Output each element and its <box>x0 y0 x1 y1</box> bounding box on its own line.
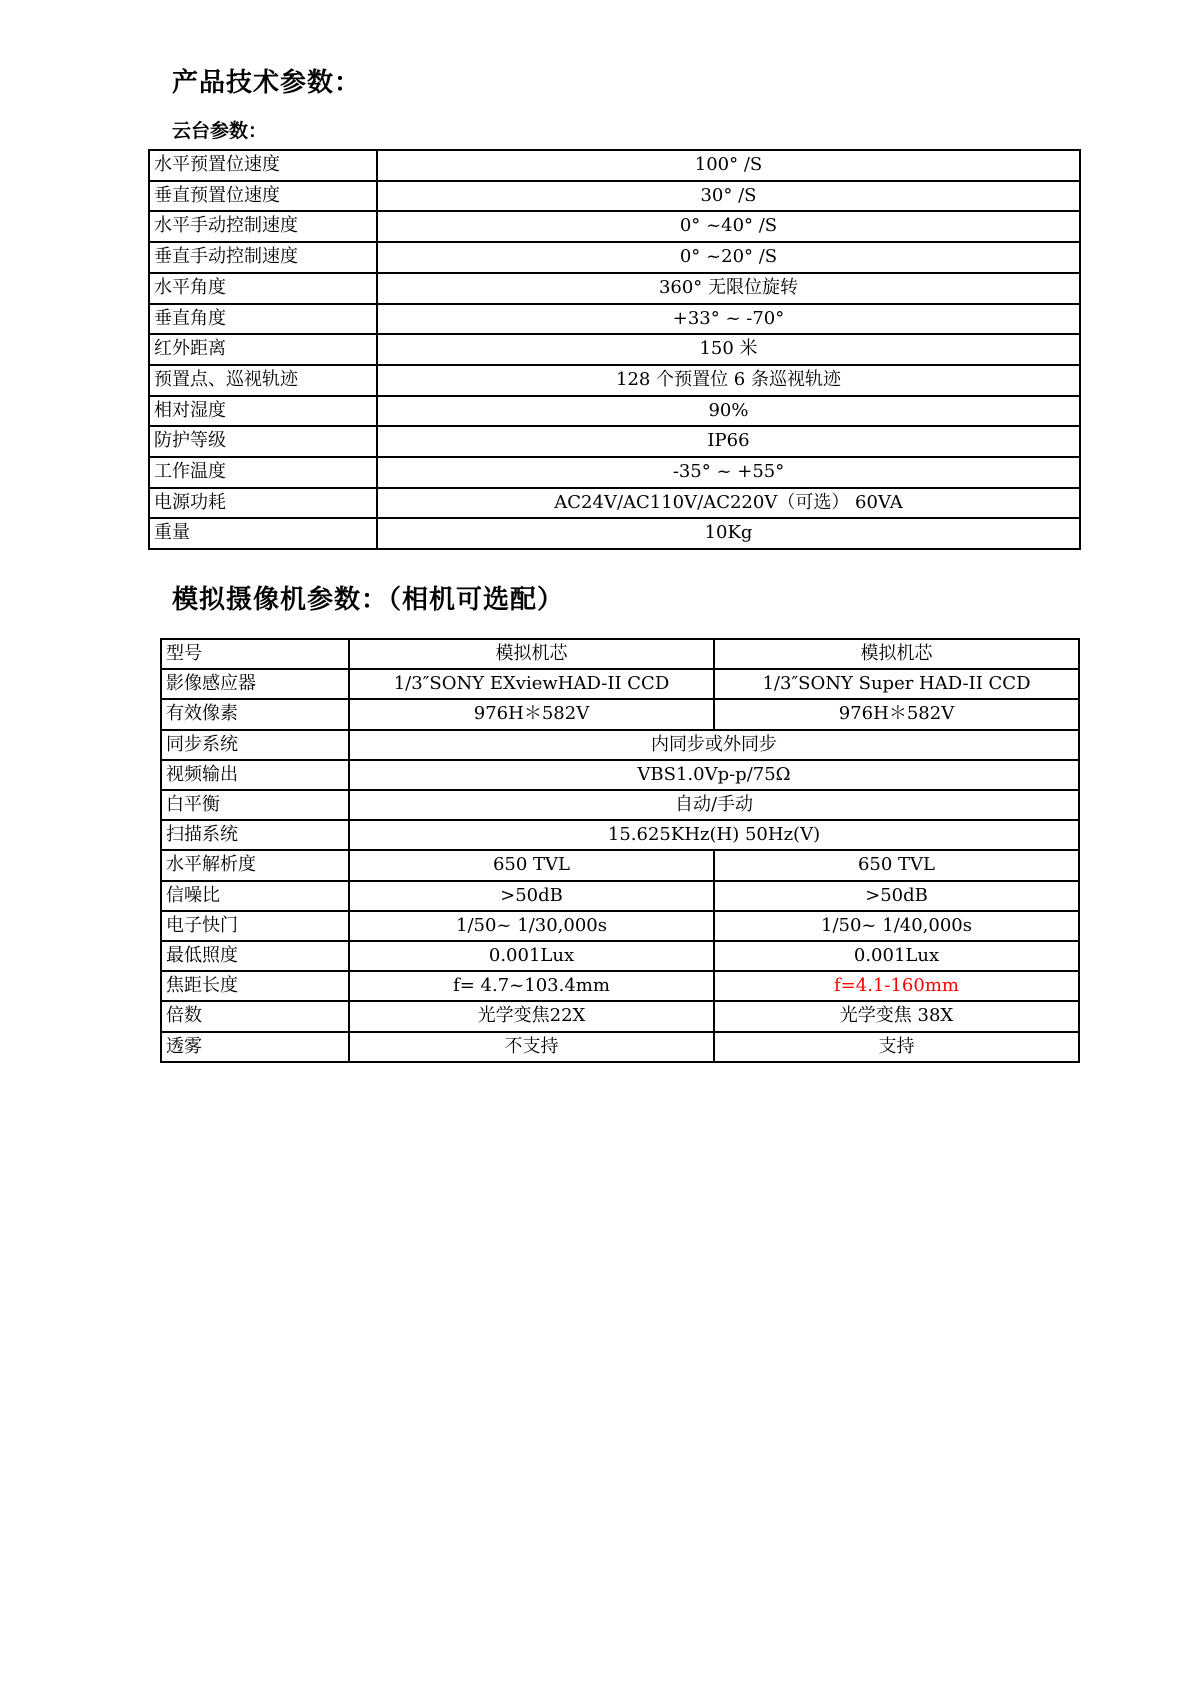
param-label: 有效像素 <box>161 699 349 729</box>
table-row <box>149 488 1080 519</box>
param-value: 360° 无限位旋转 <box>377 273 1080 304</box>
param-value: -35° ~ +55° <box>377 457 1080 488</box>
param-label: 信噪比 <box>161 881 349 911</box>
camera-section-title: 模拟摄像机参数：（相机可选配） <box>172 585 565 615</box>
param-value: IP66 <box>377 426 1080 457</box>
table-row <box>149 181 1080 212</box>
param-label: 预置点、巡视轨迹 <box>149 365 377 396</box>
param-value-merged: 15.625KHz(H) 50Hz(V) <box>349 820 1079 850</box>
table-row <box>161 699 1079 729</box>
param-label: 白平衡 <box>161 790 349 820</box>
table-row <box>161 1032 1079 1062</box>
table-row <box>149 150 1080 181</box>
page-title: 产品技术参数： <box>172 68 362 98</box>
table-row <box>149 334 1080 365</box>
param-value: 1/50~ 1/40,000s <box>714 911 1079 941</box>
param-label: 水平手动控制速度 <box>149 211 377 242</box>
table-row <box>161 881 1079 911</box>
param-value: 0° ~20° /S <box>377 242 1080 273</box>
table-row <box>149 242 1080 273</box>
param-value: 光学变焦 38X <box>714 1001 1079 1031</box>
param-value-highlight: f=4.1-160mm <box>714 971 1079 1001</box>
table-row <box>149 518 1080 549</box>
table-row <box>149 457 1080 488</box>
table-header-row <box>161 639 1079 669</box>
param-value: 90% <box>377 396 1080 427</box>
param-label: 水平角度 <box>149 273 377 304</box>
param-label: 垂直手动控制速度 <box>149 242 377 273</box>
param-label: 电源功耗 <box>149 488 377 519</box>
table-row <box>161 669 1079 699</box>
param-label: 扫描系统 <box>161 820 349 850</box>
column-header: 模拟机芯 <box>349 639 714 669</box>
param-value-merged: 自动/手动 <box>349 790 1079 820</box>
table-row <box>161 850 1079 880</box>
param-label: 重量 <box>149 518 377 549</box>
table-row <box>161 971 1079 1001</box>
param-value: 976H＊582V <box>349 699 714 729</box>
param-value: 1/3″SONY Super HAD-II CCD <box>714 669 1079 699</box>
param-label: 防护等级 <box>149 426 377 457</box>
param-value: 光学变焦22X <box>349 1001 714 1031</box>
param-value: 128 个预置位 6 条巡视轨迹 <box>377 365 1080 396</box>
param-value: 1/3″SONY EXviewHAD-II CCD <box>349 669 714 699</box>
camera-params-table <box>160 638 1080 1063</box>
param-value: 支持 <box>714 1032 1079 1062</box>
gimbal-section-title: 云台参数： <box>172 120 268 142</box>
table-row <box>149 426 1080 457</box>
table-row <box>161 1001 1079 1031</box>
param-value: 30° /S <box>377 181 1080 212</box>
param-value: >50dB <box>349 881 714 911</box>
param-value: 976H＊582V <box>714 699 1079 729</box>
table-row <box>161 760 1079 790</box>
table-row <box>161 790 1079 820</box>
table-row <box>149 304 1080 335</box>
table-row <box>161 730 1079 760</box>
param-value: 650 TVL <box>714 850 1079 880</box>
param-value-merged: 内同步或外同步 <box>349 730 1079 760</box>
param-label: 工作温度 <box>149 457 377 488</box>
table-row <box>161 911 1079 941</box>
param-label: 焦距长度 <box>161 971 349 1001</box>
param-value: 不支持 <box>349 1032 714 1062</box>
param-label: 影像感应器 <box>161 669 349 699</box>
param-label: 垂直预置位速度 <box>149 181 377 212</box>
table-row <box>149 273 1080 304</box>
column-header: 模拟机芯 <box>714 639 1079 669</box>
param-value: 150 米 <box>377 334 1080 365</box>
table-row <box>149 211 1080 242</box>
table-row <box>149 365 1080 396</box>
param-label: 透雾 <box>161 1032 349 1062</box>
param-label: 倍数 <box>161 1001 349 1031</box>
param-value: 0° ~40° /S <box>377 211 1080 242</box>
param-value: 1/50~ 1/30,000s <box>349 911 714 941</box>
param-value: AC24V/AC110V/AC220V（可选） 60VA <box>377 488 1080 519</box>
param-value: 100° /S <box>377 150 1080 181</box>
param-label: 视频输出 <box>161 760 349 790</box>
param-label: 红外距离 <box>149 334 377 365</box>
param-value-merged: VBS1.0Vp-p/75Ω <box>349 760 1079 790</box>
param-value: 0.001Lux <box>349 941 714 971</box>
param-value: f= 4.7~103.4mm <box>349 971 714 1001</box>
param-label: 同步系统 <box>161 730 349 760</box>
table-row <box>161 941 1079 971</box>
table-row <box>161 820 1079 850</box>
param-label: 水平预置位速度 <box>149 150 377 181</box>
param-value: 650 TVL <box>349 850 714 880</box>
param-label: 垂直角度 <box>149 304 377 335</box>
param-value: +33° ~ -70° <box>377 304 1080 335</box>
param-label: 型号 <box>161 639 349 669</box>
param-value: 0.001Lux <box>714 941 1079 971</box>
param-label: 最低照度 <box>161 941 349 971</box>
param-value: 10Kg <box>377 518 1080 549</box>
param-label: 电子快门 <box>161 911 349 941</box>
param-value: >50dB <box>714 881 1079 911</box>
param-label: 相对湿度 <box>149 396 377 427</box>
gimbal-params-table <box>148 149 1081 550</box>
table-row <box>149 396 1080 427</box>
param-label: 水平解析度 <box>161 850 349 880</box>
